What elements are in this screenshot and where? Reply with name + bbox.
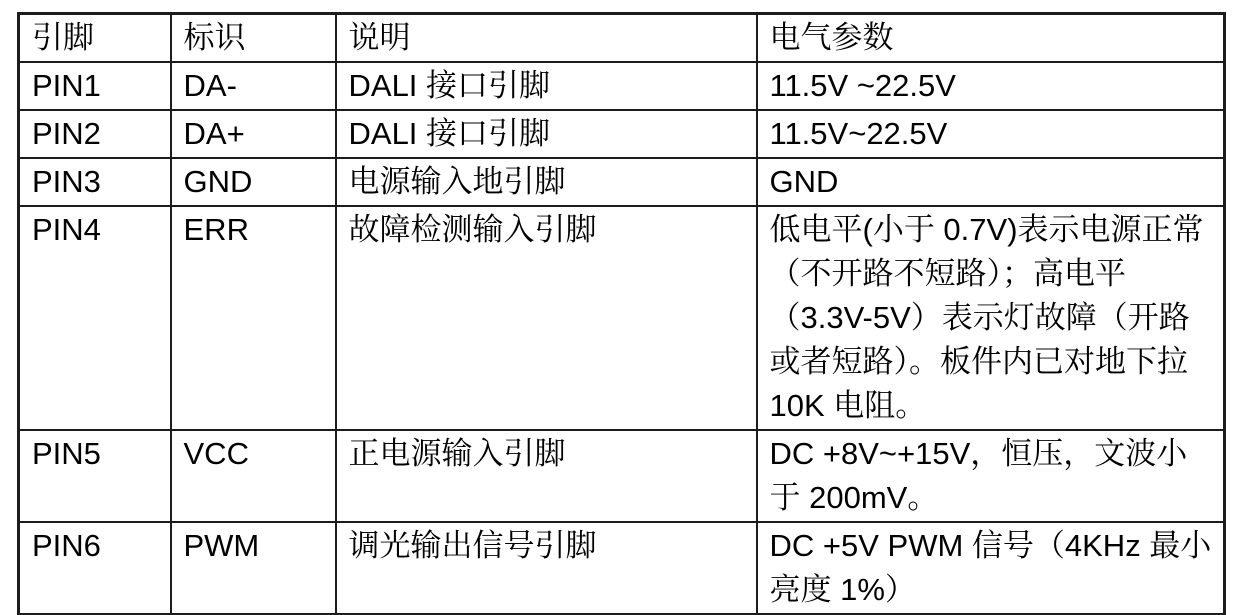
table-row	[19, 110, 1225, 158]
header-mark: 标识	[171, 14, 336, 63]
mark-cell: ERR	[171, 206, 336, 430]
header-pin: 引脚	[19, 14, 171, 63]
pin-cell: PIN6	[19, 522, 171, 615]
header-params: 电气参数	[757, 14, 1225, 63]
mark-cell: GND	[171, 158, 336, 206]
table-row	[19, 522, 1225, 615]
mark-cell: DA+	[171, 110, 336, 158]
desc-cell: 正电源输入引脚	[336, 430, 757, 522]
params-cell: 11.5V ~22.5V	[757, 62, 1225, 110]
desc-cell: 故障检测输入引脚	[336, 206, 757, 430]
mark-cell: DA-	[171, 62, 336, 110]
table-row	[19, 206, 1225, 430]
table-row	[19, 62, 1225, 110]
table-row	[19, 430, 1225, 522]
pin-cell: PIN2	[19, 110, 171, 158]
table-row	[19, 158, 1225, 206]
params-cell: GND	[757, 158, 1225, 206]
header-row	[19, 14, 1225, 63]
pin-definition-table	[17, 12, 1226, 615]
desc-cell: 电源输入地引脚	[336, 158, 757, 206]
params-cell: 低电平(小于 0.7V)表示电源正常（不开路不短路）；高电平（3.3V-5V）表示灯故障（开路或者短路）。板件内已对地下拉 10K 电阻。	[757, 206, 1225, 430]
mark-cell: PWM	[171, 522, 336, 615]
params-cell: DC +5V PWM 信号（4KHz 最小亮度 1%）	[757, 522, 1225, 615]
pin-cell: PIN3	[19, 158, 171, 206]
pin-cell: PIN1	[19, 62, 171, 110]
mark-cell: VCC	[171, 430, 336, 522]
header-desc: 说明	[336, 14, 757, 63]
desc-cell: 调光输出信号引脚	[336, 522, 757, 615]
desc-cell: DALI 接口引脚	[336, 110, 757, 158]
desc-cell: DALI 接口引脚	[336, 62, 757, 110]
params-cell: 11.5V~22.5V	[757, 110, 1225, 158]
pin-cell: PIN5	[19, 430, 171, 522]
params-cell: DC +8V~+15V，恒压，文波小于 200mV。	[757, 430, 1225, 522]
pin-cell: PIN4	[19, 206, 171, 430]
